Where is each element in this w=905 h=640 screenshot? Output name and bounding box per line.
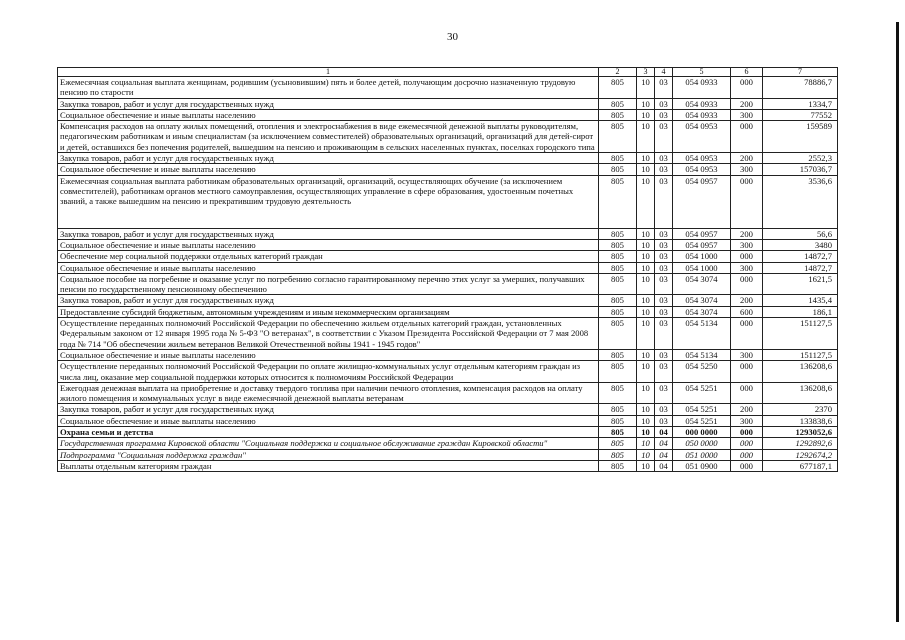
section-code-cell: 10 xyxy=(637,239,655,250)
admin-code-cell: 805 xyxy=(599,404,637,415)
expense-type-cell: 000 xyxy=(731,427,763,438)
subsection-code-cell: 03 xyxy=(655,361,673,383)
target-article-cell: 054 5251 xyxy=(673,404,731,415)
admin-code-cell: 805 xyxy=(599,438,637,449)
amount-cell: 677187,1 xyxy=(763,460,838,471)
table-row xyxy=(58,77,838,99)
amount-cell: 1334,7 xyxy=(763,98,838,109)
subsection-code-cell: 03 xyxy=(655,109,673,120)
expense-type-cell: 000 xyxy=(731,175,763,228)
target-article-cell: 054 3074 xyxy=(673,295,731,306)
amount-cell: 157036,7 xyxy=(763,164,838,175)
section-code-cell: 10 xyxy=(637,262,655,273)
target-article-cell: 054 3074 xyxy=(673,273,731,295)
amount-cell: 2370 xyxy=(763,404,838,415)
admin-code-cell: 805 xyxy=(599,273,637,295)
section-code-cell: 10 xyxy=(637,273,655,295)
amount-cell: 56,6 xyxy=(763,228,838,239)
table-row xyxy=(58,228,838,239)
subsection-code-cell: 04 xyxy=(655,460,673,471)
admin-code-cell: 805 xyxy=(599,306,637,317)
header-cell: 3 xyxy=(637,68,655,77)
target-article-cell: 054 5251 xyxy=(673,382,731,404)
target-article-cell: 054 0933 xyxy=(673,77,731,99)
row-name-cell: Ежемесячная социальная выплата женщинам, родившим (усыновившим) пять и более детей, получающим досрочно назначенную трудовую пенсию по старости xyxy=(58,77,599,99)
row-name-cell: Обеспечение мер социальной поддержки отдельных категорий граждан xyxy=(58,251,599,262)
section-code-cell: 10 xyxy=(637,427,655,438)
amount-cell: 14872,7 xyxy=(763,251,838,262)
header-cell: 7 xyxy=(763,68,838,77)
section-code-cell: 10 xyxy=(637,382,655,404)
table-row xyxy=(58,153,838,164)
table-row xyxy=(58,273,838,295)
expense-type-cell: 600 xyxy=(731,306,763,317)
subsection-code-cell: 03 xyxy=(655,382,673,404)
subsection-code-cell: 03 xyxy=(655,404,673,415)
target-article-cell: 051 0000 xyxy=(673,449,731,460)
row-name-cell: Социальное пособие на погребение и оказание услуг по погребению согласно гарантированному перечню этих услуг за умерших, получавших пенсии по государственному пенсионному обеспечению xyxy=(58,273,599,295)
section-code-cell: 10 xyxy=(637,153,655,164)
row-name-cell: Закупка товаров, работ и услуг для государственных нужд xyxy=(58,228,599,239)
section-code-cell: 10 xyxy=(637,228,655,239)
table-row xyxy=(58,251,838,262)
amount-cell: 186,1 xyxy=(763,306,838,317)
amount-cell: 1435,4 xyxy=(763,295,838,306)
amount-cell: 1292674,2 xyxy=(763,449,838,460)
section-code-cell: 10 xyxy=(637,361,655,383)
expense-type-cell: 000 xyxy=(731,251,763,262)
target-article-cell: 054 0953 xyxy=(673,153,731,164)
table-row xyxy=(58,427,838,438)
section-code-cell: 10 xyxy=(637,415,655,426)
target-article-cell: 054 3074 xyxy=(673,306,731,317)
expense-type-cell: 000 xyxy=(731,273,763,295)
admin-code-cell: 805 xyxy=(599,449,637,460)
target-article-cell: 050 0000 xyxy=(673,438,731,449)
admin-code-cell: 805 xyxy=(599,109,637,120)
section-code-cell: 10 xyxy=(637,175,655,228)
subsection-code-cell: 04 xyxy=(655,438,673,449)
expense-type-cell: 000 xyxy=(731,318,763,350)
expense-type-cell: 000 xyxy=(731,449,763,460)
row-name-cell: Социальное обеспечение и иные выплаты населению xyxy=(58,349,599,360)
expense-type-cell: 300 xyxy=(731,239,763,250)
subsection-code-cell: 03 xyxy=(655,273,673,295)
expense-type-cell: 000 xyxy=(731,460,763,471)
expense-type-cell: 200 xyxy=(731,404,763,415)
expense-type-cell: 300 xyxy=(731,349,763,360)
table-row xyxy=(58,98,838,109)
row-name-cell: Закупка товаров, работ и услуг для государственных нужд xyxy=(58,98,599,109)
target-article-cell: 054 5251 xyxy=(673,415,731,426)
subsection-code-cell: 03 xyxy=(655,306,673,317)
row-name-cell: Социальное обеспечение и иные выплаты населению xyxy=(58,262,599,273)
subsection-code-cell: 03 xyxy=(655,415,673,426)
subsection-code-cell: 03 xyxy=(655,318,673,350)
section-code-cell: 10 xyxy=(637,77,655,99)
admin-code-cell: 805 xyxy=(599,361,637,383)
admin-code-cell: 805 xyxy=(599,251,637,262)
amount-cell: 1621,5 xyxy=(763,273,838,295)
page-edge-line xyxy=(896,22,899,622)
section-code-cell: 10 xyxy=(637,121,655,153)
header-cell: 4 xyxy=(655,68,673,77)
subsection-code-cell: 03 xyxy=(655,164,673,175)
admin-code-cell: 805 xyxy=(599,382,637,404)
subsection-code-cell: 03 xyxy=(655,175,673,228)
section-code-cell: 10 xyxy=(637,98,655,109)
header-cell: 6 xyxy=(731,68,763,77)
section-code-cell: 10 xyxy=(637,449,655,460)
section-code-cell: 10 xyxy=(637,318,655,350)
expense-type-cell: 200 xyxy=(731,228,763,239)
row-name-cell: Охрана семьи и детства xyxy=(58,427,599,438)
subsection-code-cell: 04 xyxy=(655,427,673,438)
row-name-cell: Закупка товаров, работ и услуг для государственных нужд xyxy=(58,153,599,164)
row-name-cell: Предоставление субсидий бюджетным, автономным учреждениям и иным некоммерческим организациям xyxy=(58,306,599,317)
amount-cell: 14872,7 xyxy=(763,262,838,273)
subsection-code-cell: 03 xyxy=(655,77,673,99)
table-row xyxy=(58,318,838,350)
budget-table xyxy=(57,67,838,472)
admin-code-cell: 805 xyxy=(599,460,637,471)
amount-cell: 78886,7 xyxy=(763,77,838,99)
header-cell: 1 xyxy=(58,68,599,77)
target-article-cell: 054 5250 xyxy=(673,361,731,383)
target-article-cell: 054 5134 xyxy=(673,318,731,350)
target-article-cell: 054 1000 xyxy=(673,251,731,262)
table-row xyxy=(58,306,838,317)
admin-code-cell: 805 xyxy=(599,262,637,273)
target-article-cell: 054 0953 xyxy=(673,164,731,175)
amount-cell: 151127,5 xyxy=(763,349,838,360)
table-row xyxy=(58,382,838,404)
admin-code-cell: 805 xyxy=(599,98,637,109)
table-row xyxy=(58,460,838,471)
expense-type-cell: 200 xyxy=(731,295,763,306)
subsection-code-cell: 03 xyxy=(655,98,673,109)
section-code-cell: 10 xyxy=(637,404,655,415)
row-name-cell: Осуществление переданных полномочий Российской Федерации по обеспечению жильем отдельных категорий граждан, установленных Федеральным законом от 12 января 1995 года № 5-ФЗ "О ветеранах", в соответствии с Указом Президента Российской Федерации от 7 мая 2008 года № 714 "Об обеспечении жильем ветеранов Великой Отечественной войны 1941 - 1945 годов" xyxy=(58,318,599,350)
amount-cell: 77552 xyxy=(763,109,838,120)
admin-code-cell: 805 xyxy=(599,77,637,99)
row-name-cell: Социальное обеспечение и иные выплаты населению xyxy=(58,164,599,175)
target-article-cell: 054 0957 xyxy=(673,175,731,228)
table-row xyxy=(58,262,838,273)
row-name-cell: Выплаты отдельным категориям граждан xyxy=(58,460,599,471)
target-article-cell: 054 0957 xyxy=(673,228,731,239)
target-article-cell: 051 0900 xyxy=(673,460,731,471)
admin-code-cell: 805 xyxy=(599,349,637,360)
amount-cell: 159589 xyxy=(763,121,838,153)
admin-code-cell: 805 xyxy=(599,415,637,426)
target-article-cell: 054 0933 xyxy=(673,98,731,109)
expense-type-cell: 000 xyxy=(731,361,763,383)
section-code-cell: 10 xyxy=(637,164,655,175)
table-row xyxy=(58,239,838,250)
amount-cell: 2552,3 xyxy=(763,153,838,164)
expense-type-cell: 000 xyxy=(731,121,763,153)
subsection-code-cell: 03 xyxy=(655,349,673,360)
section-code-cell: 10 xyxy=(637,306,655,317)
table-row xyxy=(58,175,838,228)
header-cell: 5 xyxy=(673,68,731,77)
table-row xyxy=(58,438,838,449)
expense-type-cell: 300 xyxy=(731,109,763,120)
expense-type-cell: 000 xyxy=(731,382,763,404)
row-name-cell: Социальное обеспечение и иные выплаты населению xyxy=(58,415,599,426)
expense-type-cell: 300 xyxy=(731,262,763,273)
admin-code-cell: 805 xyxy=(599,121,637,153)
expense-type-cell: 300 xyxy=(731,415,763,426)
row-name-cell: Компенсация расходов на оплату жилых помещений, отопления и электроснабжения в виде ежемесячной денежной выплаты руководителям, педагогическим работникам и иным специалистам (за исключением совместителей) образовательных организаций, организаций для детей-сирот и детей, оставшихся без попечения родителей, вышедшим на пенсию и проживающим в сельских населенных пунктах, поселках городского типа xyxy=(58,121,599,153)
row-name-cell: Социальное обеспечение и иные выплаты населению xyxy=(58,239,599,250)
target-article-cell: 000 0000 xyxy=(673,427,731,438)
amount-cell: 136208,6 xyxy=(763,361,838,383)
row-name-cell: Социальное обеспечение и иные выплаты населению xyxy=(58,109,599,120)
expense-type-cell: 200 xyxy=(731,153,763,164)
subsection-code-cell: 04 xyxy=(655,449,673,460)
admin-code-cell: 805 xyxy=(599,228,637,239)
admin-code-cell: 805 xyxy=(599,295,637,306)
row-name-cell: Ежемесячная социальная выплата работникам образовательных организаций, организаций, осуществляющих обучение (за исключением совместителей), работникам органов местного самоуправления, осуществляющих управление в сфере образования, удостоенным почетных званий, а также вышедшим на пенсию и прекратившим трудовую деятельность xyxy=(58,175,599,228)
section-code-cell: 10 xyxy=(637,349,655,360)
row-name-cell: Закупка товаров, работ и услуг для государственных нужд xyxy=(58,404,599,415)
target-article-cell: 054 0933 xyxy=(673,109,731,120)
amount-cell: 1293052,6 xyxy=(763,427,838,438)
expense-type-cell: 000 xyxy=(731,438,763,449)
target-article-cell: 054 0953 xyxy=(673,121,731,153)
admin-code-cell: 805 xyxy=(599,153,637,164)
admin-code-cell: 805 xyxy=(599,318,637,350)
table-row xyxy=(58,164,838,175)
table-row xyxy=(58,295,838,306)
subsection-code-cell: 03 xyxy=(655,239,673,250)
subsection-code-cell: 03 xyxy=(655,153,673,164)
page-number: 30 xyxy=(447,31,458,43)
row-name-cell: Государственная программа Кировской области "Социальная поддержка и социальное обслуживание граждан Кировской области" xyxy=(58,438,599,449)
section-code-cell: 10 xyxy=(637,460,655,471)
amount-cell: 133838,6 xyxy=(763,415,838,426)
row-name-cell: Подпрограмма "Социальная поддержка граждан" xyxy=(58,449,599,460)
amount-cell: 3480 xyxy=(763,239,838,250)
section-code-cell: 10 xyxy=(637,251,655,262)
row-name-cell: Осуществление переданных полномочий Российской Федерации по оплате жилищно-коммунальных услуг отдельным категориям граждан из числа лиц, оказание мер социальной поддержки которых относится к полномочиям Российской Федерации xyxy=(58,361,599,383)
row-name-cell: Ежегодная денежная выплата на приобретение и доставку твердого топлива при наличии печного отопления, компенсация расходов на оплату жилого помещения и коммунальных услуг в виде ежемесячной денежной выплаты ветеранам xyxy=(58,382,599,404)
amount-cell: 151127,5 xyxy=(763,318,838,350)
admin-code-cell: 805 xyxy=(599,164,637,175)
target-article-cell: 054 5134 xyxy=(673,349,731,360)
amount-cell: 1292892,6 xyxy=(763,438,838,449)
target-article-cell: 054 0957 xyxy=(673,239,731,250)
admin-code-cell: 805 xyxy=(599,175,637,228)
subsection-code-cell: 03 xyxy=(655,228,673,239)
admin-code-cell: 805 xyxy=(599,239,637,250)
expense-type-cell: 000 xyxy=(731,77,763,99)
admin-code-cell: 805 xyxy=(599,427,637,438)
subsection-code-cell: 03 xyxy=(655,251,673,262)
subsection-code-cell: 03 xyxy=(655,262,673,273)
subsection-code-cell: 03 xyxy=(655,121,673,153)
amount-cell: 136208,6 xyxy=(763,382,838,404)
expense-type-cell: 300 xyxy=(731,164,763,175)
header-cell: 2 xyxy=(599,68,637,77)
target-article-cell: 054 1000 xyxy=(673,262,731,273)
table-row xyxy=(58,109,838,120)
table-row xyxy=(58,349,838,360)
table-row xyxy=(58,404,838,415)
table-row xyxy=(58,361,838,383)
section-code-cell: 10 xyxy=(637,109,655,120)
row-name-cell: Закупка товаров, работ и услуг для государственных нужд xyxy=(58,295,599,306)
subsection-code-cell: 03 xyxy=(655,295,673,306)
table-row xyxy=(58,121,838,153)
table-row xyxy=(58,415,838,426)
table-row xyxy=(58,449,838,460)
expense-type-cell: 200 xyxy=(731,98,763,109)
amount-cell: 3536,6 xyxy=(763,175,838,228)
table-header-row xyxy=(58,68,838,77)
section-code-cell: 10 xyxy=(637,295,655,306)
section-code-cell: 10 xyxy=(637,438,655,449)
